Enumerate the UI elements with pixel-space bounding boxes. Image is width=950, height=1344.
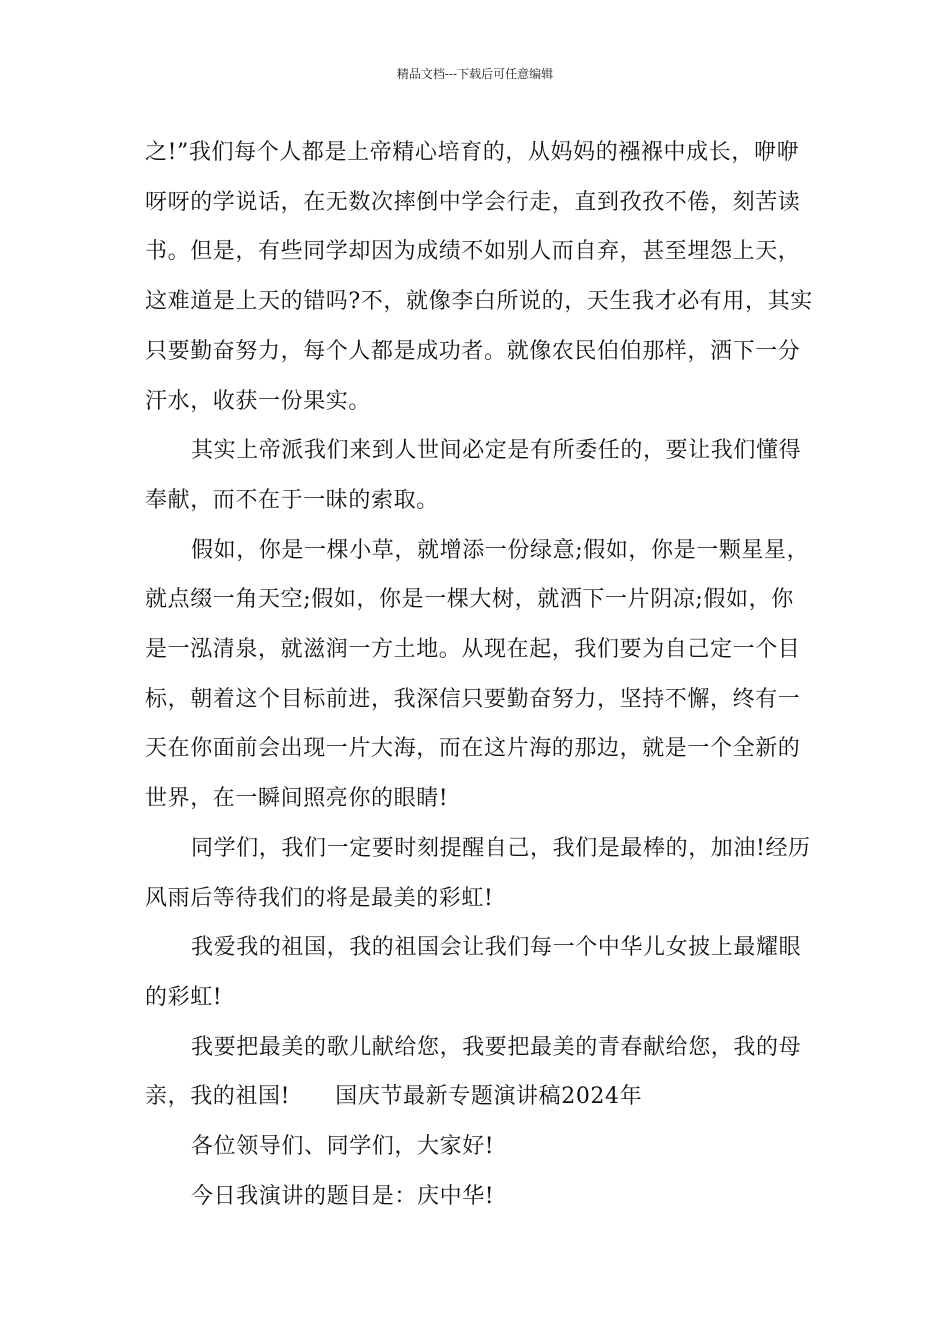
paragraph [145,923,807,1022]
text-line: 假如，你是一棵小草，就增添一份绿意;假如，你是一颗星星， [191,537,810,563]
text-line: 天在你面前会出现一片大海，而在这片海的那边，就是一个全新的 [145,736,801,762]
text-line: 的彩虹! [145,984,223,1010]
text-line: 奉献，而不在于一昧的索取。 [145,487,439,513]
text-line: 我要把最美的歌儿献给您，我要把最美的青春献给您，我的母 [191,1034,802,1060]
paragraph [145,426,807,525]
text-line: 其实上帝派我们来到人世间必定是有所委任的，要让我们懂得 [191,438,802,464]
text-line: 之!”我们每个人都是上帝精心培育的，从妈妈的襁褓中成长，咿咿 [145,140,800,165]
text-line: 亲，我的祖国! 国庆节最新专题演讲稿2024年 [145,1084,643,1110]
text-line: 我爱我的祖国，我的祖国会让我们每一个中华儿女披上最耀眼 [191,935,802,961]
page-header: 精品文档---下载后可任意编辑 [396,67,554,81]
text-line: 这难道是上天的错吗?不，就像李白所说的，天生我才必有用，其实 [145,289,813,315]
paragraph [145,1023,807,1122]
text-line: 是一泓清泉，就滋润一方土地。从现在起，我们要为自己定一个目 [145,637,801,663]
paragraph [145,1122,807,1172]
document-body [145,128,813,1221]
text-line: 呀呀的学说话，在无数次摔倒中学会行走，直到孜孜不倦，刻苦读 [145,189,801,215]
text-line: 今日我演讲的题目是：庆中华! [191,1183,495,1209]
text-line: 只要勤奋努力，每个人都是成功者。就像农民伯伯那样，洒下一分 [145,338,801,364]
paragraph [145,1172,807,1222]
paragraph [145,128,813,426]
text-line: 标，朝着这个目标前进，我深信只要勤奋努力，坚持不懈，终有一 [145,686,801,712]
text-line: 就点缀一角天空;假如，你是一棵大树，就洒下一片阴凉;假如，你 [145,587,794,613]
text-line: 世界，在一瞬间照亮你的眼睛! [145,786,449,812]
text-line: 各位领导们、同学们，大家好! [191,1134,495,1160]
text-line: 书。但是，有些同学却因为成绩不如别人而自弃，甚至埋怨上天， [145,239,801,265]
paragraph [145,824,811,923]
text-line: 同学们，我们一定要时刻提醒自己，我们是最棒的，加油!经历 [191,835,811,861]
text-line: 风雨后等待我们的将是最美的彩虹! [145,885,494,911]
text-line: 汗水，收获一份果实。 [145,388,372,414]
paragraph [145,526,810,824]
